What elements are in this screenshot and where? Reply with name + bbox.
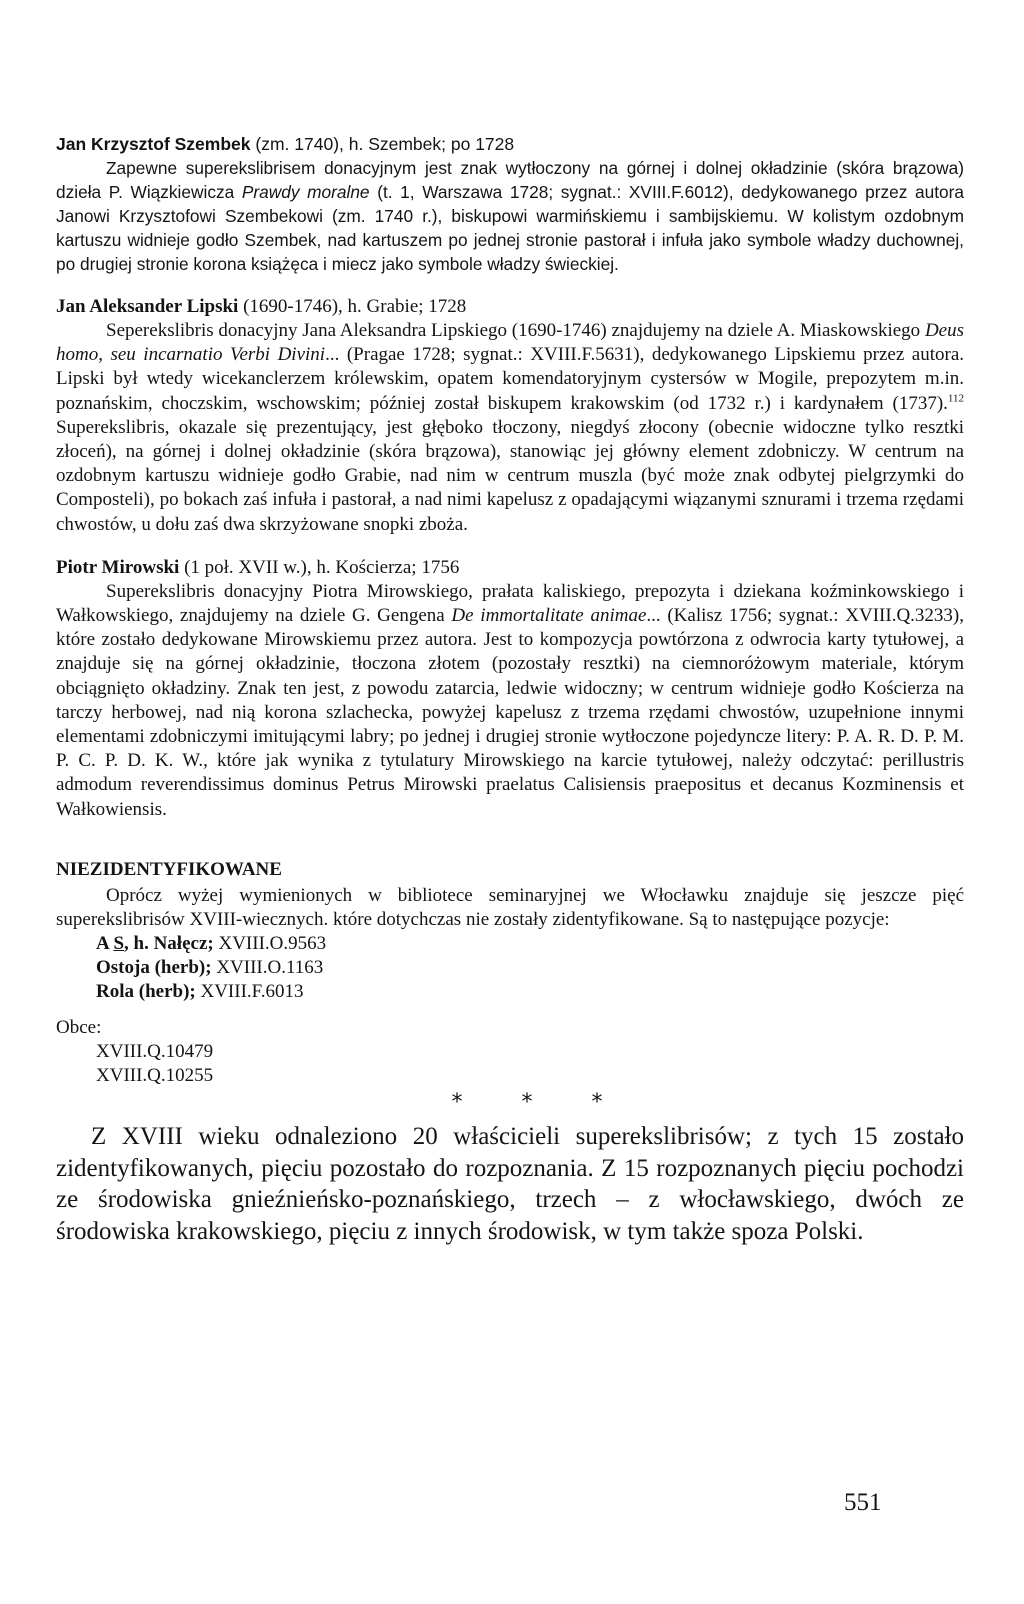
unidentified-intro: Oprócz wyżej wymienionych w bibliotece seminaryjnej we Włocławku znajduje się jeszcze pięć superekslibrisów XVIII-wiecznych. które dotychczas nie zostały zidentyfikowane. Są to następujące pozycje:: [56, 884, 964, 931]
entry-owner-name: Jan Krzysztof Szembek: [56, 134, 251, 154]
list-item-signature: XVIII.F.6013: [195, 981, 304, 1003]
list-item: [56, 932, 964, 956]
list-item-signature: XVIII.O.1163: [211, 957, 324, 979]
entry-szembek: [56, 132, 964, 276]
list-item-signature: XVIII.O.9563: [213, 933, 327, 955]
list-item-name: Rola (herb);: [96, 981, 196, 1003]
list-item: XVIII.Q.10479: [96, 1041, 214, 1063]
page-number: 551: [844, 1489, 882, 1516]
entry-owner-name: Jan Aleksander Lipski: [56, 296, 239, 317]
section-title-unidentified: NIEZIDENTYFIKOWANE: [56, 858, 282, 880]
entry-owner-details: (zm. 1740), h. Szembek; po 1728: [250, 134, 515, 154]
page-content: [56, 132, 964, 1247]
entry-heading: [56, 556, 964, 580]
list-item: XVIII.Q.10255: [96, 1065, 214, 1087]
list-item: [56, 956, 964, 980]
list-item: [56, 980, 964, 1004]
entry-lipski: [56, 295, 964, 537]
entry-description: Seperekslibris donacyjny Jana Aleksandra Lipskiego (1690-1746) znajdujemy na dziele A. Miaskowskiego Deus homo, seu incarnatio Verbi Divini... (Pragae 1728; sygnat.: XVIII.F.5631), dedykowanego Lipskiemu przez autora. Lipski był wtedy wicekanclerzem królewskim, opatem komendatoryjnym cystersów w Mogile, prepozytem m.in. poznańskim, choczskim, wschowskim; później został biskupem krakowskim (od 1732 r.) i kardynałem (1737).$^{112}$ Superekslibris, okazale się prezentujący, jest głęboko tłoczony, niegdyś złocony (obecnie widoczne tylko resztki złoceń), na górnej i dolnej okładzinie (skóra brązowa), stanowiąc jej główny element zdobniczy. W centrum na ozdobnym kartuszu widnieje godło Grabie, nad nim w centrum muszla (być może znak odbytej pielgrzymki do Composteli), po bokach zaś infuła i pastorał, a nad nimi kapelusz z opadającymi wiązanymi sznurami i trzema rzędami chwostów, u dołu zaś dwa skrzyżowane snopki zboża.: [56, 320, 965, 535]
foreign-label: Obce:: [56, 1017, 102, 1039]
foreign-list: [56, 1040, 964, 1088]
entry-owner-name: Piotr Mirowski: [56, 556, 180, 578]
entry-description: Superekslibris donacyjny Piotra Mirowskiego, prałata kaliskiego, prepozyta i dziekana koźminkowskiego i Wałkowskiego, znajdujemy na dziele G. Gengena De immortalitate animae... (Kalisz 1756; sygnat.: XVIII.Q.3233), które zostało dedykowane Mirowskiemu przez autora. Jest to kompozycja powtórzona z odwrocia karty tytułowej, a znajduje się na górnej okładzinie, tłoczona złotem (pozostały resztki) na ciemnoróżowym materiale, którym obciągnięto okładziny. Znak ten jest, z powodu zatarcia, ledwie widoczny; w centrum widnieje godło Kościerza na tarczy herbowej, nad nią korona szlachecka, powyżej kapelusz z trzema rzędami chwostów, uzupełnione innymi elementami zdobniczymi imitującymi labry; po jednej i drugiej stronie wytłoczone pojedyncze litery: P. A. R. D. P. M. P. C. P. D. K. W., które jak wynika z tytulatury Mirowskiego na karcie tytułowej, należy odczytać: perillustris admodum reverendissimus dominus Petrus Mirowski praelatus Calisiensis praepositus et decanus Kozminensis et Wałkowiensis.: [56, 580, 965, 820]
section-separator: * * *: [451, 1090, 629, 1116]
entry-mirowski: [56, 556, 964, 822]
entry-owner-details: (1690-1746), h. Grabie; 1728: [238, 296, 467, 317]
entry-owner-details: (1 poł. XVII w.), h. Kościerza; 1756: [179, 556, 460, 578]
entry-heading: [56, 295, 964, 319]
entry-heading: [56, 132, 964, 156]
list-item-name: Ostoja (herb);: [96, 957, 212, 979]
entry-description: Zapewne superekslibrisem donacyjnym jest znak wytłoczony na górnej i dolnej okładzinie (skóra brązowa) dzieła P. Wiązkiewicza Prawdy moralne (t. 1, Warszawa 1728; sygnat.: XVIII.F.6012), dedykowanego przez autora Janowi Krzysztofowi Szembekowi (zm. 1740 r.), biskupowi warmińskiemu i sambijskiemu. W kolistym ozdobnym kartuszu widnieje godło Szembek, nad kartuszem po jednej stronie pastorał i infuła jako symbole władzy duchownej, po drugiej stronie korona książęca i miecz jako symbole władzy świeckiej.: [56, 158, 965, 274]
summary-paragraph: Z XVIII wieku odnaleziono 20 właścicieli superekslibrisów; z tych 15 zostało zidentyfikowanych, pięciu pozostało do rozpoznania. Z 15 rozpoznanych pięciu pochodzi ze środowiska gnieźnieńsko-poznańskiego, trzech – z włocławskiego, dwóch ze środowiska krakowskiego, pięciu z innych środowisk, w tym także spoza Polski.: [56, 1123, 964, 1245]
list-item-name: A S, h. Nałęcz;: [96, 933, 214, 955]
unidentified-list: [56, 932, 964, 1004]
